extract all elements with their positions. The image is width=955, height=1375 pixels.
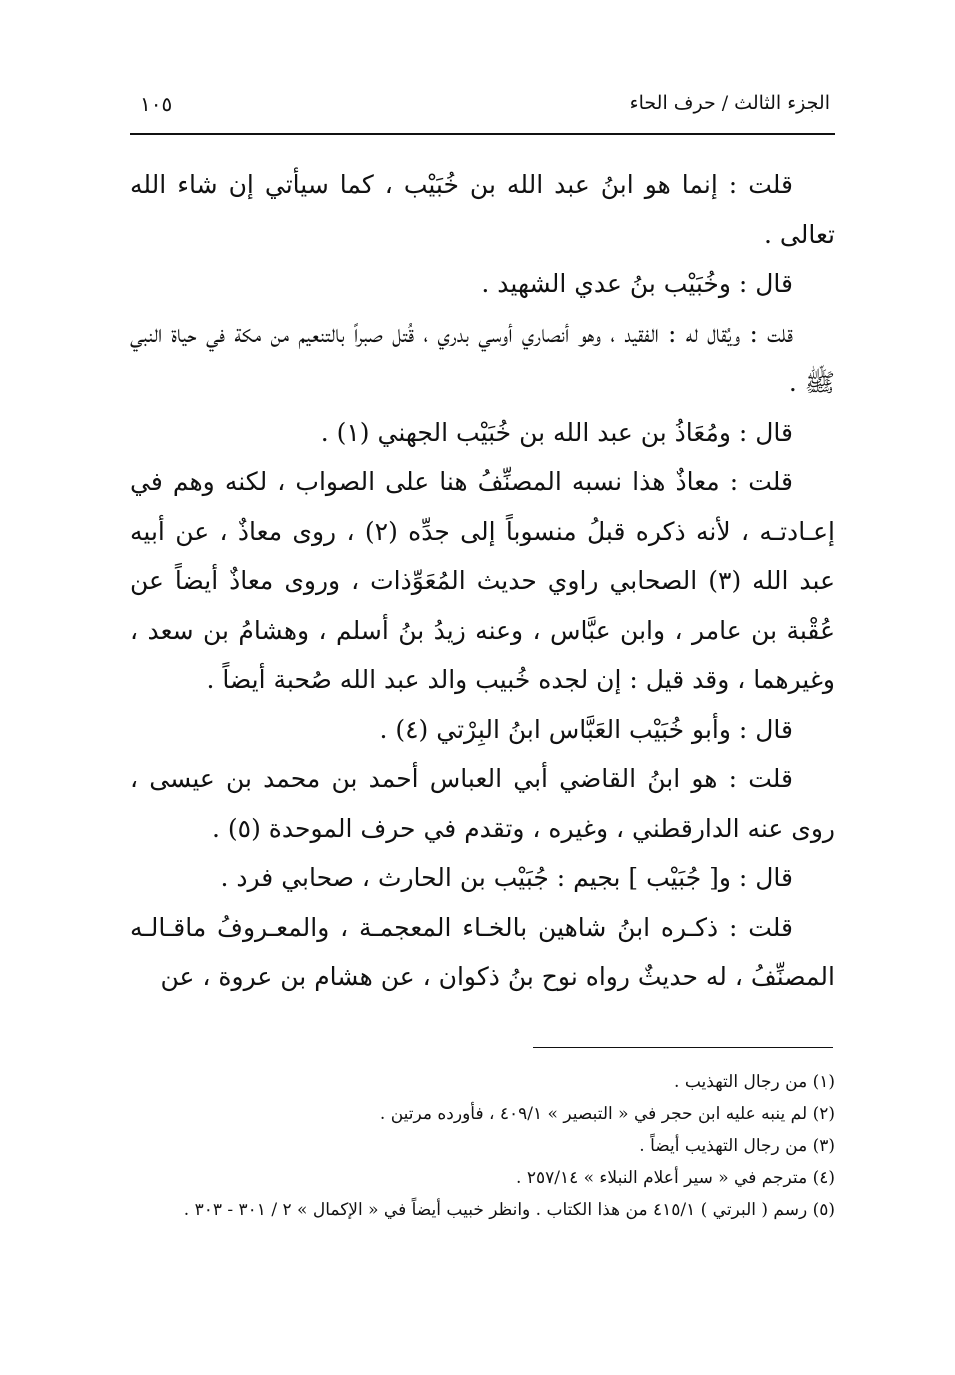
footnote: (٢) لم ينبه عليه ابن حجر في « التبصير » ٤٠٩/١ ، فأورده مرتين .	[379, 1104, 835, 1124]
paragraph: قلت : ذكـره ابنُ شاهين بالخـاء المعجمـة ، والمعـروفُ ماقـالـه المصنِّفُ ، له حديثٌ رواه نوح بنُ ذكوان ، عن هشام بن عروة ، عن	[130, 912, 835, 991]
footnote: (٥) رسم ( البرتي ) ٤١٥/١ من هذا الكتاب . وانظر خبيب أيضاً في « الإكمال » ٢ / ٣٠١ - ٣٠٣ .	[183, 1200, 835, 1220]
paragraph: قلت : هو ابنُ القاضي أبي العباس أحمد بن محمد بن عيسى ، روى عنه الدارقطني ، وغيره ، وتقدم في حرف الموحدة (٥) .	[130, 764, 835, 843]
header-rule	[130, 133, 835, 135]
footnote: (٤) مترجم في « سير أعلام النبلاء » ٢٥٧/١٤ .	[516, 1168, 835, 1188]
paragraph: قلت : معاذٌ هذا نسبه المصنِّفُ هنا على الصواب ، لكنه وهم في إعـادتـه ، لأنه ذكره قبلُ منسوباً إلى جدِّه (٢) ، روى معاذٌ ، عن أبيه عبد الله (٣) الصحابي راوي حديث المُعَوِّذات ، وروى معاذٌ أيضاً عن عُقْبة بن عامر ، وابن عبَّاس ، وعنه زيدُ بنُ أسلم ، وهشامُ بن سعد ، وغيرهما ، وقد قيل : إن لجده خُبيب والد عبد الله صُحبة أيضاً .	[130, 467, 835, 694]
paragraph: قال : و[ جُبَيْب ] بجيم : جُبَيْب بن الحارث ، صحابي فرد .	[220, 863, 793, 892]
footnote-rule	[533, 1047, 833, 1048]
page-header	[130, 92, 830, 122]
footnote: (٣) من رجال التهذيب أيضاً .	[639, 1136, 835, 1156]
paragraph: قلت : ويُقال له : الفقيد ، وهو أنصاري أوسي بدري ، قُتل صبراً بالتنعيم من مكة في حياة النبي ﷺ .	[130, 318, 835, 397]
footnote: (١) من رجال التهذيب .	[674, 1072, 835, 1092]
footnotes	[130, 1066, 835, 1226]
page-number: ١٠٥	[140, 92, 173, 116]
paragraph: قال : وأبو خُبَيْب العَبَّاس ابنُ البِرْتي (٤) .	[379, 714, 793, 744]
paragraph: قال : وخُبَيْب بنُ عدي الشهيد .	[481, 269, 793, 298]
main-text	[130, 160, 835, 1002]
paragraph: قال : ومُعَاذُ بن عبد الله بن خُبَيْب الجهني (١) .	[320, 417, 793, 447]
running-title: الجزء الثالث / حرف الحاء	[629, 92, 830, 114]
paragraph: قلت : إنما هو ابنُ عبد الله بن خُبَيْب ، كما سيأتي إن شاء الله تعالى .	[130, 170, 835, 249]
